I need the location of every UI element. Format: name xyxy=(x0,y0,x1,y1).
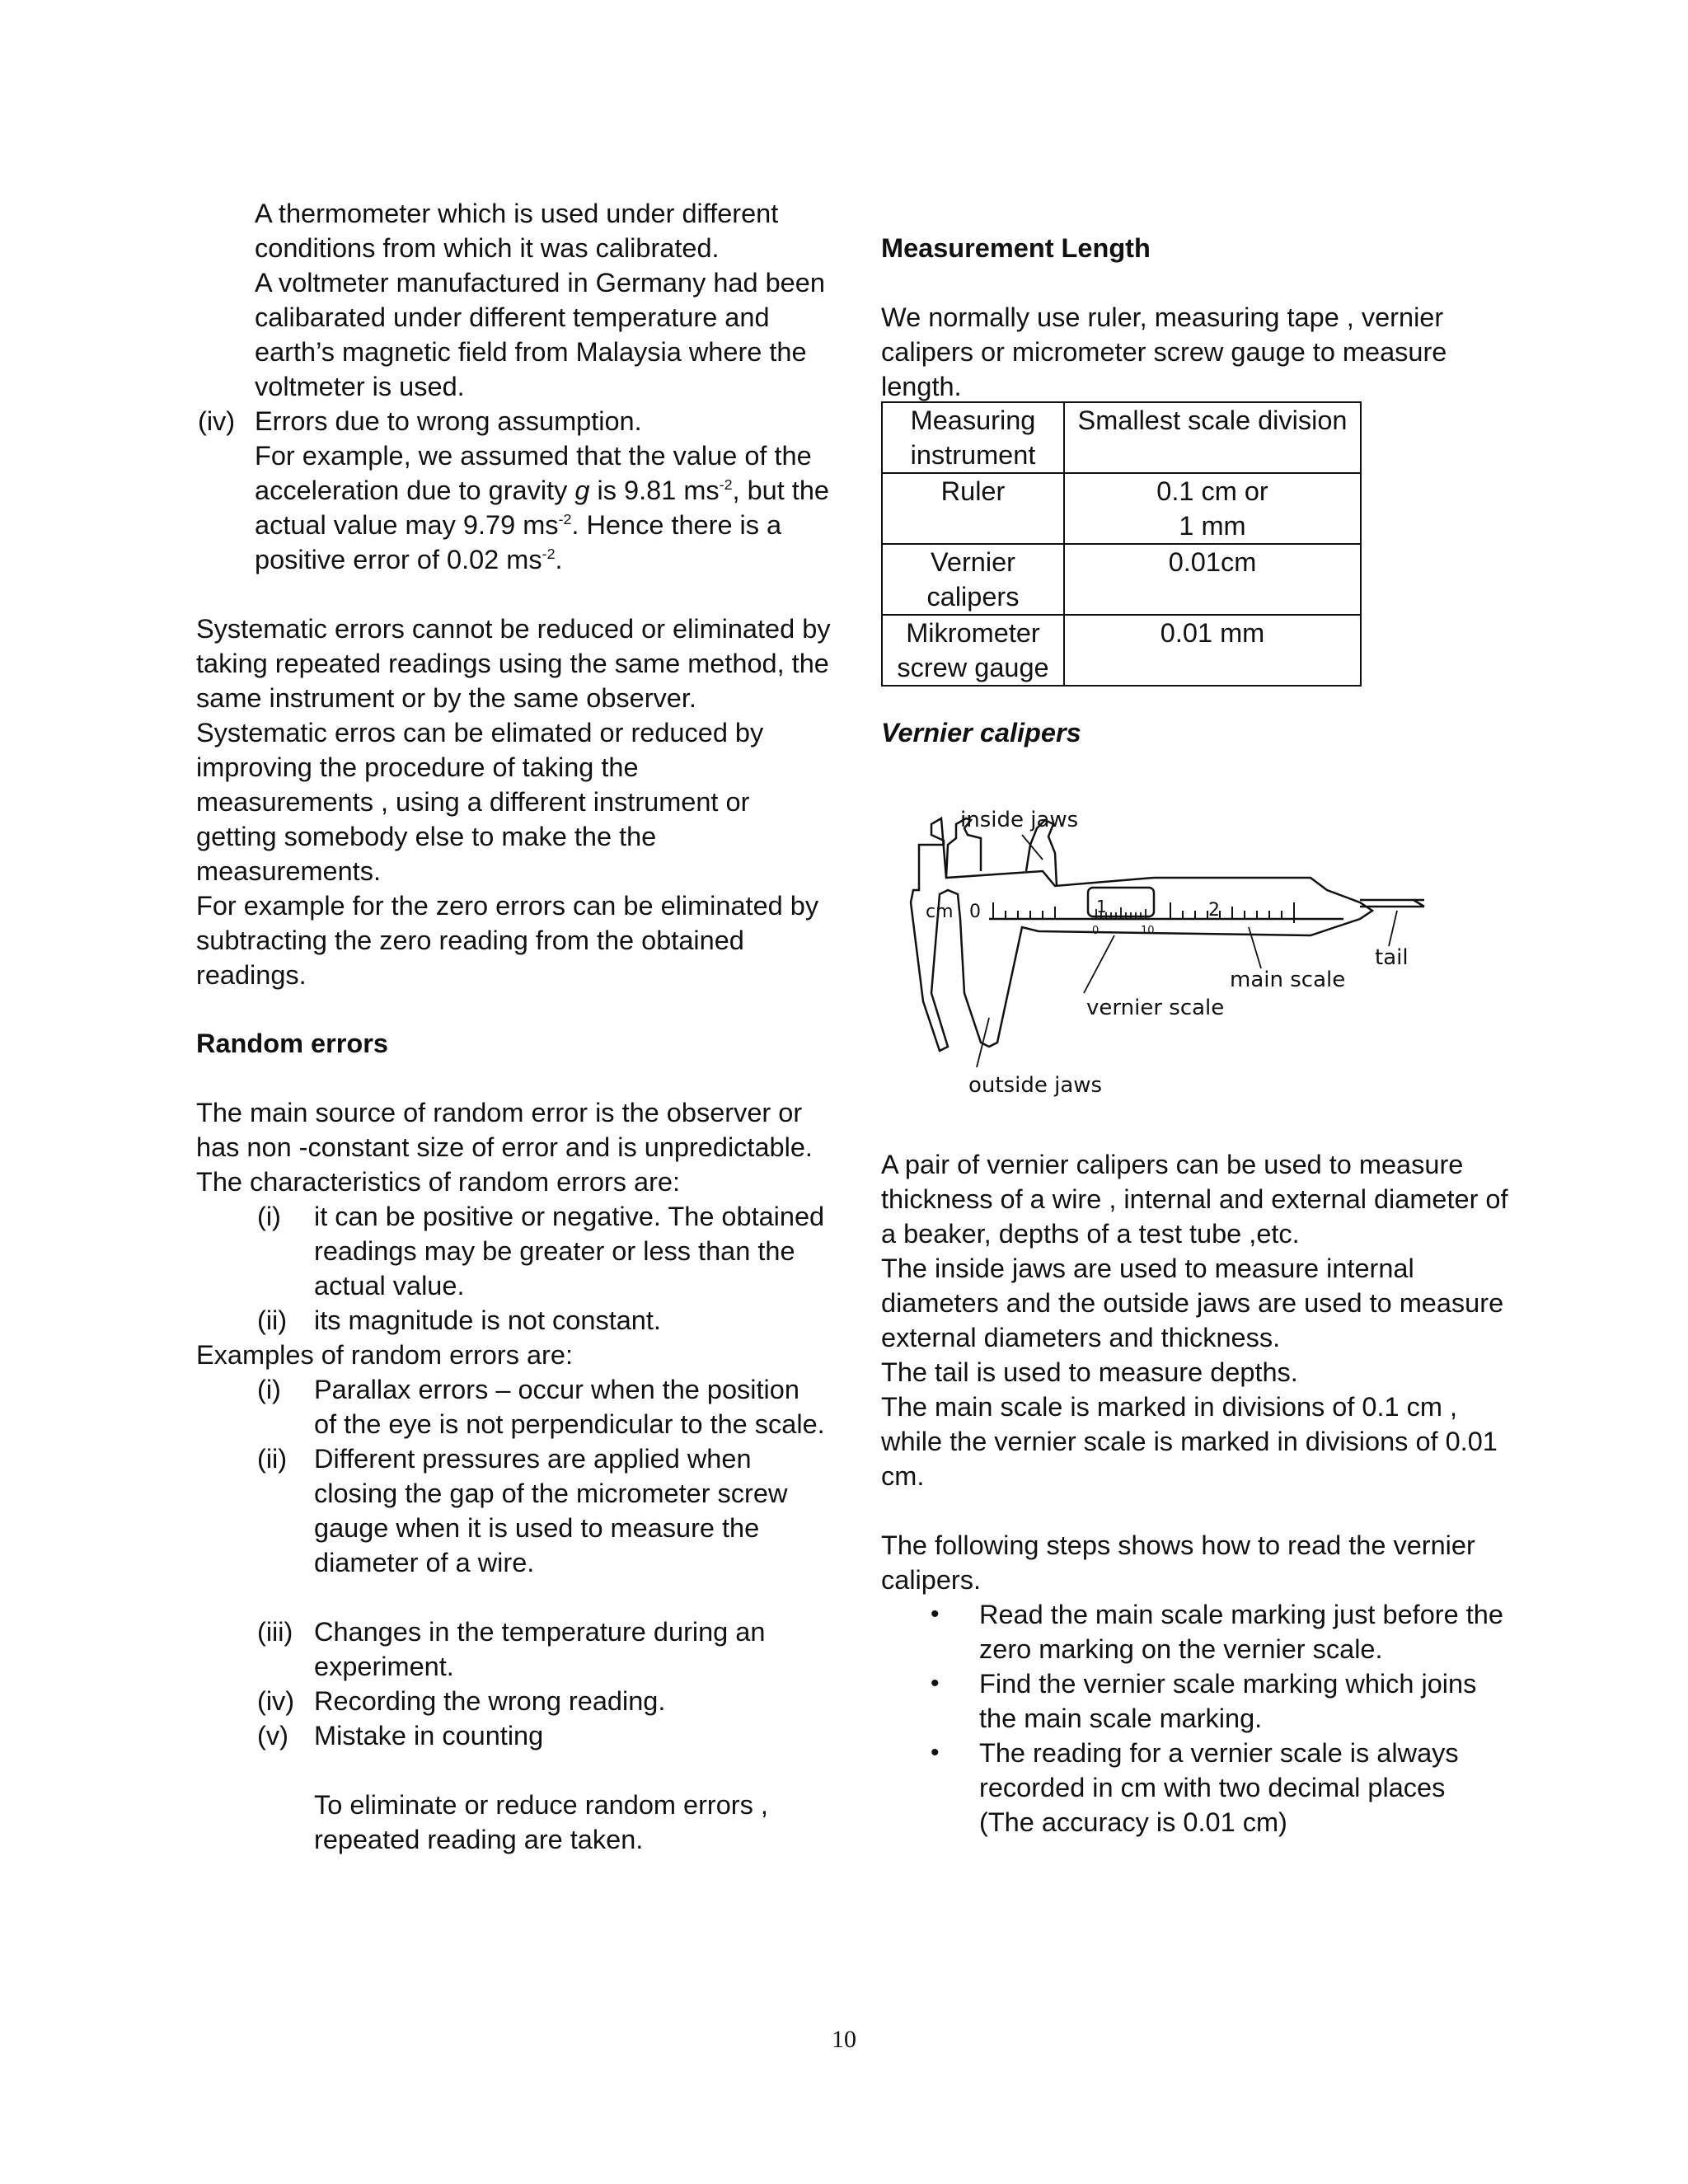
text-line: For example, we assumed that the value of the xyxy=(255,441,812,471)
text-line: The characteristics of random errors are: xyxy=(196,1167,681,1197)
text-line: The main scale is marked in divisions of 0.1 cm , xyxy=(881,1392,1458,1422)
vernier-scale-label: vernier scale xyxy=(1086,996,1225,1020)
text-line: We normally use ruler, measuring tape , vernier xyxy=(881,302,1444,332)
text-line: calipers or micrometer screw gauge to measure xyxy=(881,337,1447,367)
text-line: measurements , using a different instrument or xyxy=(196,787,750,817)
cm-label: cm xyxy=(926,902,954,922)
vernier-zero-label: 0 xyxy=(1092,925,1100,937)
outside-jaws-label: outside jaws xyxy=(968,1073,1103,1098)
list-item xyxy=(314,1303,661,1338)
scale-division-table xyxy=(881,401,1362,687)
text-line: conditions from which it was calibrated. xyxy=(255,233,720,263)
table-row xyxy=(882,473,1361,544)
text-line: Parallax errors – occur when the position xyxy=(314,1375,799,1404)
text-line: earth’s magnetic field from Malaysia where the xyxy=(255,337,807,367)
text-line: Read the main scale marking just before the xyxy=(979,1600,1503,1629)
vernier-one-label: 1 xyxy=(1096,897,1107,916)
text-line: The inside jaws are used to measure internal xyxy=(881,1254,1414,1283)
table-cell: 0.1 cm or 1 mm xyxy=(1064,473,1361,544)
text-line: improving the procedure of taking the xyxy=(196,752,639,782)
text-line: gauge when it is used to measure the xyxy=(314,1513,760,1543)
list-item xyxy=(314,1684,665,1718)
vernier-scale-pointer xyxy=(1084,935,1114,993)
text-line: thickness of a wire , internal and external diameter of xyxy=(881,1184,1508,1214)
text-line: positive error of 0.02 $ms^{-2}$. xyxy=(255,545,563,574)
text-line: getting somebody else to make the the xyxy=(196,822,657,851)
systematic-paragraph xyxy=(196,612,831,992)
text-line: (The accuracy is 0.01 cm) xyxy=(979,1807,1287,1837)
text-line: Systematic erros can be elimated or reduced by xyxy=(196,718,764,748)
text-line: Mistake in counting xyxy=(314,1721,544,1750)
step-item xyxy=(979,1597,1503,1666)
steps-intro xyxy=(881,1528,1475,1597)
text-line: voltmeter is used. xyxy=(255,372,465,401)
list-item xyxy=(314,1199,824,1303)
text-line: Different pressures are applied when xyxy=(314,1444,752,1474)
table-header-cell: Smallest scale division xyxy=(1064,402,1361,473)
text-line: experiment. xyxy=(314,1652,454,1681)
text-line: Recording the wrong reading. xyxy=(314,1686,666,1716)
tail-rod xyxy=(1360,900,1424,907)
page-number: 10 xyxy=(832,2026,856,2053)
text-line: readings may be greater or less than the xyxy=(314,1236,795,1266)
table-row xyxy=(882,544,1361,615)
text-line: readings. xyxy=(196,960,307,990)
bullet-icon: • xyxy=(931,1601,940,1628)
text-line: Find the vernier scale marking which joins xyxy=(979,1669,1477,1699)
examples-label: Examples of random errors are: xyxy=(196,1340,573,1370)
text-line: of the eye is not perpendicular to the scale. xyxy=(314,1409,825,1439)
list-number: (i) xyxy=(257,1375,281,1404)
text-line: Systematic errors cannot be reduced or eliminated by xyxy=(196,614,831,644)
text-line: repeated reading are taken. xyxy=(314,1825,644,1854)
text-line: calibarated under different temperature and xyxy=(255,302,770,332)
table-cell: Ruler xyxy=(882,473,1064,544)
vernier-description xyxy=(881,1147,1508,1493)
text-line: cm. xyxy=(881,1461,925,1491)
measurement-intro xyxy=(881,300,1447,404)
text-line: diameters and the outside jaws are used to measure xyxy=(881,1288,1504,1318)
text-line: the main scale marking. xyxy=(979,1704,1263,1733)
text-line: Changes in the temperature during an xyxy=(314,1617,766,1647)
step-item xyxy=(979,1736,1459,1840)
main-two-label: 2 xyxy=(1208,900,1220,921)
table-cell: 0.01 mm xyxy=(1064,615,1361,686)
text-line: recorded in cm with two decimal places xyxy=(979,1773,1446,1802)
list-item xyxy=(314,1718,543,1753)
item-number: (iv) xyxy=(198,406,236,436)
text-line: subtracting the zero reading from the obtained xyxy=(196,926,744,955)
list-item xyxy=(314,1372,825,1441)
text-line: The reading for a vernier scale is always xyxy=(979,1738,1459,1768)
table-row xyxy=(882,615,1361,686)
table-header-row xyxy=(882,402,1361,473)
table-cell: Vernier calipers xyxy=(882,544,1064,615)
table-cell: Mikrometer screw gauge xyxy=(882,615,1064,686)
text-line: The main source of random error is the observer or xyxy=(196,1098,803,1127)
bullet-icon: • xyxy=(931,1739,940,1766)
table-cell: 0.01cm xyxy=(1064,544,1361,615)
list-number: (iv) xyxy=(257,1686,295,1716)
list-item xyxy=(314,1615,765,1684)
text-line: while the vernier scale is marked in divisions of 0.01 xyxy=(881,1427,1498,1456)
list-number: (ii) xyxy=(257,1305,288,1335)
text-line: has non -constant size of error and is unpredictable. xyxy=(196,1132,813,1162)
main-scale-label: main scale xyxy=(1230,968,1346,992)
text-line: acceleration due to gravity g is 9.81 $ms^{-2}$, but the xyxy=(255,476,829,505)
text-line: length. xyxy=(881,372,962,401)
text-line: actual value may 9.79 $ms^{-2}$. Hence there is a xyxy=(255,510,782,540)
intro-paragraph xyxy=(255,196,825,404)
text-line: it can be positive or negative. The obtained xyxy=(314,1202,825,1231)
text-line: taking repeated readings using the same method, the xyxy=(196,649,829,678)
text-line: calipers. xyxy=(881,1565,982,1595)
text-line: its magnitude is not constant. xyxy=(314,1305,661,1335)
main-scale-pointer xyxy=(1249,927,1261,968)
list-number: (iii) xyxy=(257,1617,293,1647)
text-line: Errors due to wrong assumption. xyxy=(255,406,642,436)
text-line: A voltmeter manufactured in Germany had been xyxy=(255,268,825,298)
text-line: measurements. xyxy=(196,856,381,886)
text-line: actual value. xyxy=(314,1271,465,1301)
text-line: A thermometer which is used under different xyxy=(255,199,779,228)
bullet-icon: • xyxy=(931,1670,940,1697)
text-line: zero marking on the vernier scale. xyxy=(979,1634,1383,1664)
vernier-ten-label: 10 xyxy=(1141,925,1155,937)
text-line: A pair of vernier calipers can be used to measure xyxy=(881,1150,1464,1179)
text-line: external diameters and thickness. xyxy=(881,1323,1281,1352)
vernier-calipers-heading: Vernier calipers xyxy=(881,718,1081,748)
text-line: For example for the zero errors can be eliminated by xyxy=(196,891,819,921)
text-line: To eliminate or reduce random errors , xyxy=(314,1790,768,1820)
random-intro-paragraph xyxy=(196,1095,813,1199)
tail-label: tail xyxy=(1375,945,1409,970)
text-line: diameter of a wire. xyxy=(314,1548,535,1577)
text-line: The following steps shows how to read the vernier xyxy=(881,1530,1475,1560)
list-number: (i) xyxy=(257,1202,281,1231)
text-line: a beaker, depths of a test tube ,etc. xyxy=(881,1219,1300,1249)
closing-paragraph xyxy=(314,1788,768,1857)
step-item xyxy=(979,1666,1476,1736)
inside-jaws-label: inside jaws xyxy=(960,808,1079,832)
list-number: (v) xyxy=(257,1721,288,1750)
wrong-assumption-item xyxy=(255,404,829,577)
text-line: same instrument or by the same observer. xyxy=(196,683,696,713)
list-item xyxy=(314,1441,787,1580)
list-number: (ii) xyxy=(257,1444,288,1474)
random-errors-heading: Random errors xyxy=(196,1029,388,1058)
text-line: The tail is used to measure depths. xyxy=(881,1357,1298,1387)
outside-jaws-pointer xyxy=(977,1018,989,1067)
measurement-length-heading: Measurement Length xyxy=(881,233,1151,263)
vernier-calipers-diagram xyxy=(898,795,1426,1100)
table-header-cell: Measuring instrument xyxy=(882,402,1064,473)
main-zero-label: 0 xyxy=(969,902,981,922)
text-line: closing the gap of the micrometer screw xyxy=(314,1479,788,1508)
tail-pointer xyxy=(1389,911,1397,946)
